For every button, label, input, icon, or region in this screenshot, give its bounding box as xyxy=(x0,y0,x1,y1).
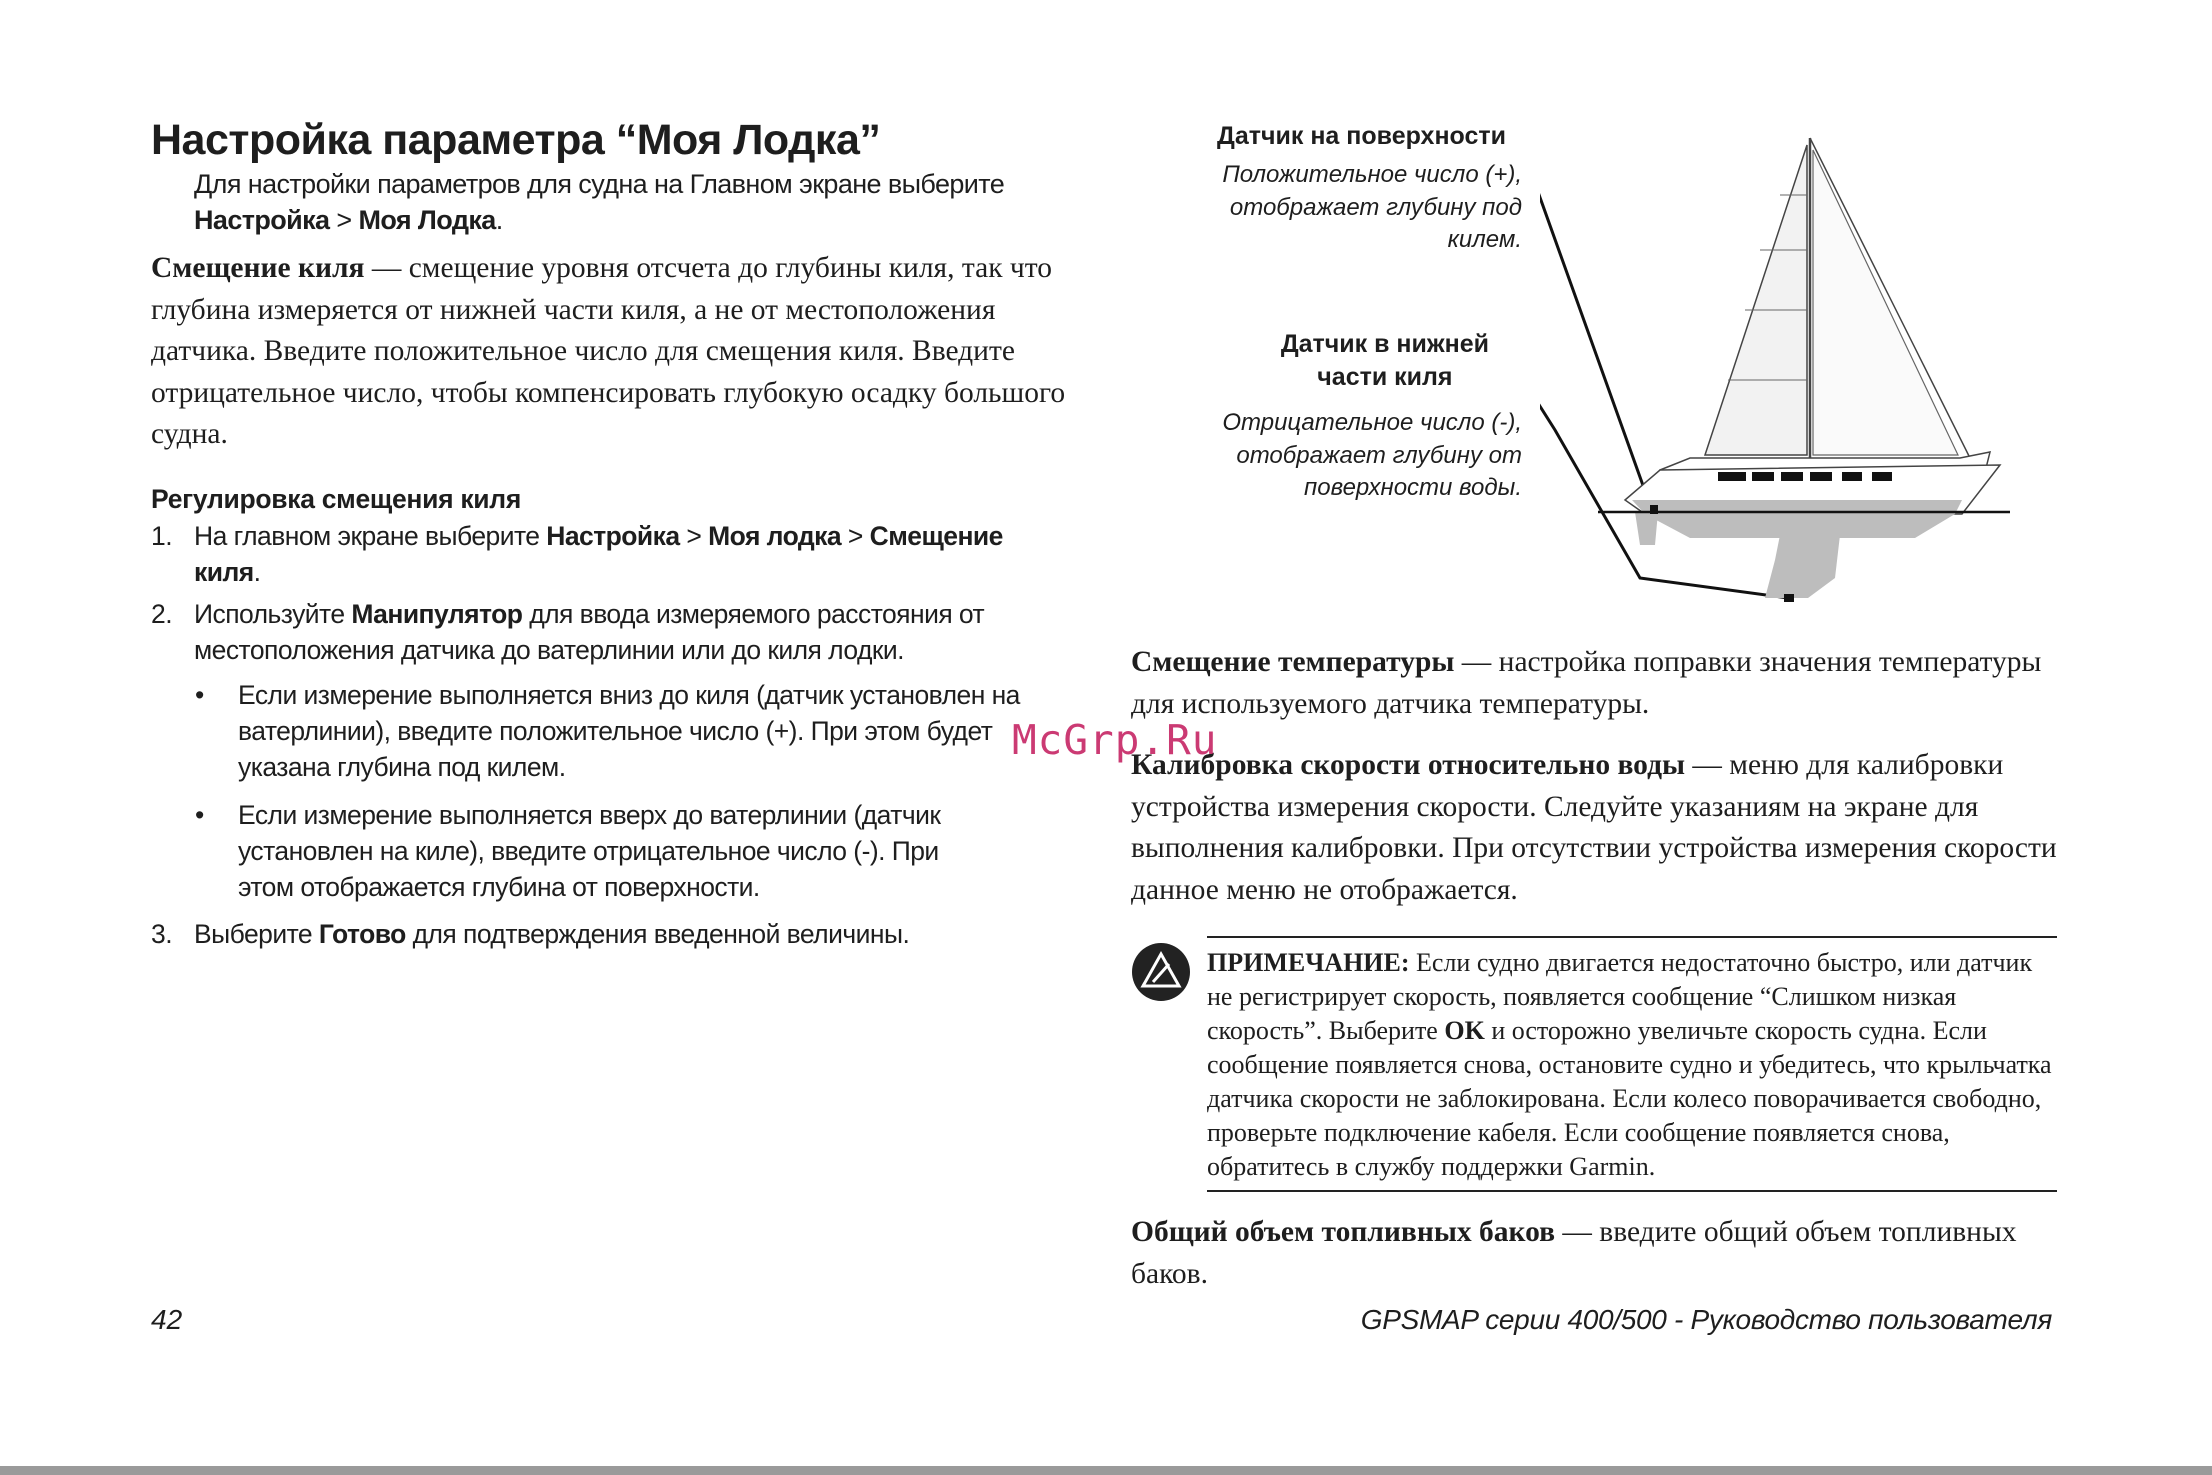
bottom-edge-strip xyxy=(0,1466,2212,1475)
intro-path-my-boat: Моя Лодка xyxy=(358,205,496,235)
title-line: части киля xyxy=(1317,363,1453,391)
sailboat-diagram xyxy=(1540,120,2060,620)
desc-line: поверхности воды. xyxy=(1304,474,1522,501)
intro-text: Для настройки параметров для судна на Главном экране выберите xyxy=(194,169,1005,199)
keel-transducer-title xyxy=(1281,328,1489,394)
temperature-offset-term: Смещение температуры xyxy=(1131,646,1455,678)
keel-offset-paragraph xyxy=(151,248,1081,456)
step-2-manipulator: Манипулятор xyxy=(351,599,523,629)
desc-line: килем. xyxy=(1447,226,1522,253)
note-icon xyxy=(1131,942,1191,1002)
keel-transducer-desc xyxy=(1222,407,1522,505)
bullet-line: этом отображается глубина от поверхности. xyxy=(238,872,760,902)
surface-transducer-desc xyxy=(1217,159,1522,257)
fuel-capacity-term: Общий объем топливных баков xyxy=(1131,1216,1556,1248)
note-bottom-rule xyxy=(1207,1190,2057,1192)
desc-line: Отрицательное число (-), xyxy=(1222,409,1522,436)
note-ok: OK xyxy=(1444,1016,1485,1045)
surface-transducer xyxy=(1650,505,1658,514)
surface-transducer-title: Датчик на поверхности xyxy=(1217,122,1506,150)
mainsail xyxy=(1705,145,1807,455)
note-label: ПРИМЕЧАНИЕ: xyxy=(1207,948,1410,977)
step-1-end: . xyxy=(253,557,261,587)
note-body: Если судно двигается недостаточно быстро, или датчик не регистрирует скорость, появляется сообщение “Слишком низкая скорость”. Выберите xyxy=(1207,948,2033,1045)
step-number: 2. xyxy=(151,599,173,629)
step-1-text: На главном экране выберите xyxy=(194,521,547,551)
page-title: Настройка параметра “Моя Лодка” xyxy=(151,116,881,164)
footer-doc-title: GPSMAP серии 400/500 - Руководство пользователя xyxy=(1360,1304,2052,1335)
jib-sail xyxy=(1813,150,1958,455)
step-2-text: Используйте xyxy=(194,599,352,629)
keel-offset-term: Смещение киля xyxy=(151,252,365,284)
step-1-sep: > xyxy=(679,521,709,551)
rudder xyxy=(1635,512,1658,545)
keel-transducer xyxy=(1784,594,1794,602)
step-number: 1. xyxy=(151,521,173,551)
temperature-offset-text: — настройка поправки значения температуры для используемого датчика температуры. xyxy=(1131,646,2042,720)
step-3-text: Выберите xyxy=(194,919,319,949)
step-1-path-settings: Настройка xyxy=(546,521,680,551)
bullet-line: Если измерение выполняется вниз до киля (датчик установлен на xyxy=(238,680,1020,710)
intro-end: . xyxy=(495,205,503,235)
step-3-done: Готово xyxy=(318,919,406,949)
underwater-hull xyxy=(1645,514,1955,538)
surface-leader-line xyxy=(1540,136,1650,505)
porthole xyxy=(1718,472,1746,481)
desc-line: Положительное число (+), xyxy=(1222,161,1522,188)
bullet-mark: • xyxy=(195,800,204,830)
porthole xyxy=(1872,472,1892,481)
intro-path-settings: Настройка xyxy=(194,205,330,235)
step-1-path-my-boat: Моя лодка xyxy=(708,521,842,551)
step-2-line-2: местоположения датчика до ватерлинии или до киля лодки. xyxy=(194,635,904,665)
bullet-line: указана глубина под килем. xyxy=(238,752,566,782)
bullet-line: установлен на киле), введите отрицательное число (-). При xyxy=(238,836,939,866)
keel xyxy=(1765,535,1840,598)
step-1-sep: > xyxy=(841,521,870,551)
step-2-text-cont: для ввода измеряемого расстояния от xyxy=(522,599,985,629)
temperature-offset-paragraph xyxy=(1131,642,2071,725)
desc-line: отображает глубину от xyxy=(1236,441,1522,469)
speed-calibration-term: Калибровка скорости относительно воды xyxy=(1131,749,1686,781)
bullet-line: Если измерение выполняется вверх до ватерлинии (датчик xyxy=(238,800,941,830)
note-body-cont: и осторожно увеличьте скорость судна. Если сообщение появляется снова, остановите судно и убедитесь, что крыльчатка датчика скорости не заблокирована. Если колесо поворачивается свободно, проверьте подключение кабеля. Если сообщение появляется снова, обратитесь в службу поддержки Garmin. xyxy=(1207,1016,2052,1181)
step-1-path-offset: Смещение xyxy=(869,521,1003,551)
fuel-capacity-text: — введите общий объем топливных баков. xyxy=(1131,1216,2017,1290)
page-number: 42 xyxy=(151,1304,183,1335)
procedure-heading: Регулировка смещения киля xyxy=(151,484,521,514)
fuel-capacity-paragraph xyxy=(1131,1212,2071,1295)
intro-paragraph xyxy=(194,166,1074,238)
keel-offset-text: — смещение уровня отсчета до глубины киля, так что глубина измеряется от нижней части киля, а не от местоположения датчика. Введите положительное число для смещения киля. Введите отрицательное число, чтобы компенсировать глубокую осадку большого судна. xyxy=(151,252,1066,450)
intro-path-separator: > xyxy=(329,205,359,235)
bullet-line: ватерлинии), введите положительное число (+). При этом будет xyxy=(238,716,993,746)
note-top-rule xyxy=(1207,936,2057,938)
watermark: McGrp.Ru xyxy=(1012,716,1218,764)
porthole xyxy=(1752,472,1774,481)
porthole xyxy=(1781,472,1803,481)
porthole xyxy=(1810,472,1832,481)
title-line: Датчик в нижней xyxy=(1280,330,1489,358)
bullet-mark: • xyxy=(195,680,204,710)
step-1-path-keel: киля xyxy=(194,557,254,587)
note-text xyxy=(1207,946,2057,1184)
step-number: 3. xyxy=(151,919,173,949)
step-3-text-cont: для подтверждения введенной величины. xyxy=(405,919,910,949)
speed-calibration-text: — меню для калибровки устройства измерения скорости. Следуйте указаниям на экране для выполнения калибровки. При отсутствии устройства измерения скорости данное меню не отображается. xyxy=(1131,749,2057,906)
keel-transducer-callout xyxy=(1281,328,1489,394)
surface-transducer-callout xyxy=(1217,120,1522,257)
porthole xyxy=(1842,472,1862,481)
desc-line: отображает глубину под xyxy=(1229,193,1522,221)
speed-calibration-paragraph xyxy=(1131,745,2071,911)
